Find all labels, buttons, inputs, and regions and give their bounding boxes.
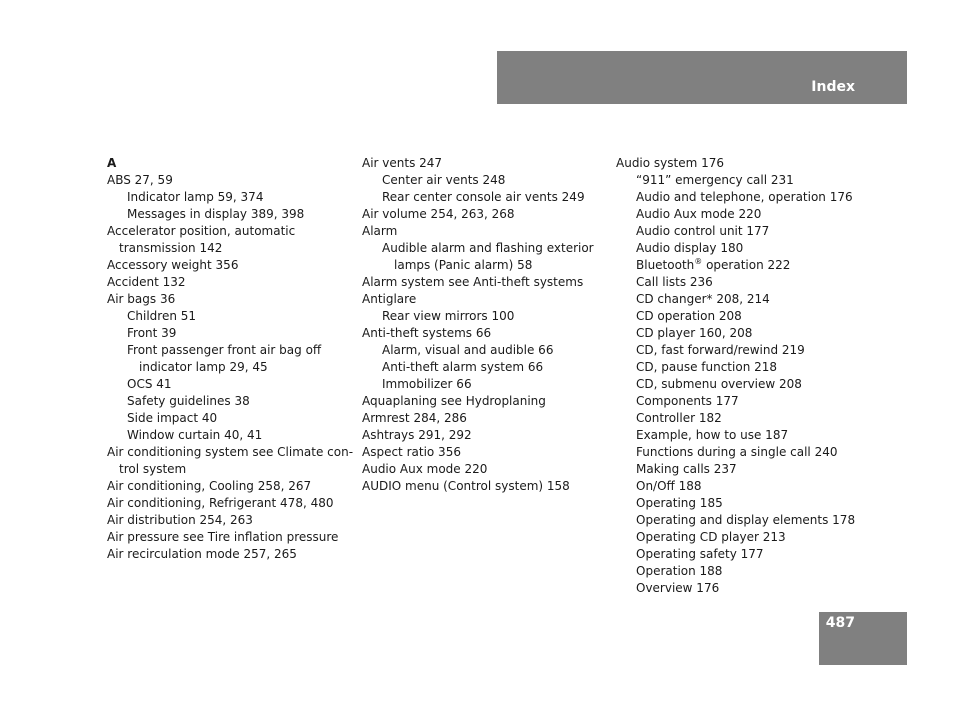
index-entry: Alarm, visual and audible 66 bbox=[382, 343, 554, 357]
index-entry: Air bags 36 bbox=[107, 292, 176, 306]
index-entry: On/Off 188 bbox=[636, 479, 702, 493]
index-entry: Example, how to use 187 bbox=[636, 428, 789, 442]
index-entry: Bluetooth® operation 222 bbox=[636, 257, 791, 272]
index-entry: Alarm bbox=[362, 224, 398, 238]
index-entry: Indicator lamp 59, 374 bbox=[127, 190, 264, 204]
index-entry: OCS 41 bbox=[127, 377, 172, 391]
index-entry: Children 51 bbox=[127, 309, 197, 323]
index-entry: Call lists 236 bbox=[636, 275, 713, 289]
index-entry: Audible alarm and flashing exterior bbox=[382, 241, 594, 255]
index-entry: CD, fast forward/rewind 219 bbox=[636, 343, 805, 357]
index-entry: Accelerator position, automatic bbox=[107, 224, 296, 238]
index-entry: Air pressure see Tire inflation pressure bbox=[107, 530, 339, 544]
index-entry: Audio Aux mode 220 bbox=[362, 462, 488, 476]
index-entry: Making calls 237 bbox=[636, 462, 737, 476]
index-column-3 bbox=[616, 155, 886, 597]
index-entry: Air volume 254, 263, 268 bbox=[362, 207, 515, 221]
index-entry: Front 39 bbox=[127, 326, 177, 340]
index-entry: ABS 27, 59 bbox=[107, 173, 173, 187]
index-entry: lamps (Panic alarm) 58 bbox=[394, 258, 533, 272]
index-entry: Accessory weight 356 bbox=[107, 258, 239, 272]
page-number-box bbox=[819, 612, 907, 665]
index-entry: CD, submenu overview 208 bbox=[636, 377, 802, 391]
index-entry: Aspect ratio 356 bbox=[362, 445, 461, 459]
index-entry: Controller 182 bbox=[636, 411, 722, 425]
index-entry: Front passenger front air bag off bbox=[127, 343, 322, 357]
index-entry: Overview 176 bbox=[636, 581, 720, 595]
index-entry: Audio display 180 bbox=[636, 241, 744, 255]
index-entry: CD player 160, 208 bbox=[636, 326, 753, 340]
index-entry: “911” emergency call 231 bbox=[636, 173, 794, 187]
page-number: 487 bbox=[825, 615, 855, 631]
index-entry: CD changer* 208, 214 bbox=[636, 292, 770, 306]
index-entry: Antiglare bbox=[362, 292, 417, 306]
index-entry: Side impact 40 bbox=[127, 411, 218, 425]
page-title: Index bbox=[811, 79, 855, 95]
index-entry: Messages in display 389, 398 bbox=[127, 207, 305, 221]
index-entry: CD operation 208 bbox=[636, 309, 742, 323]
index-entry: Alarm system see Anti-theft systems bbox=[362, 275, 584, 289]
index-entry: Immobilizer 66 bbox=[382, 377, 472, 391]
index-entry: indicator lamp 29, 45 bbox=[139, 360, 268, 374]
index-entry: Ashtrays 291, 292 bbox=[362, 428, 472, 442]
index-entry: Audio system 176 bbox=[616, 156, 725, 170]
index-entry: Center air vents 248 bbox=[382, 173, 506, 187]
index-entry: Rear view mirrors 100 bbox=[382, 309, 515, 323]
index-entry: Aquaplaning see Hydroplaning bbox=[362, 394, 546, 408]
index-column-1 bbox=[107, 155, 352, 563]
index-entry: Air conditioning, Cooling 258, 267 bbox=[107, 479, 312, 493]
index-entry: Air conditioning, Refrigerant 478, 480 bbox=[107, 496, 334, 510]
index-entry: Operation 188 bbox=[636, 564, 723, 578]
index-entry: Air conditioning system see Climate con- bbox=[107, 445, 354, 459]
index-entry: Armrest 284, 286 bbox=[362, 411, 467, 425]
index-entry: Safety guidelines 38 bbox=[127, 394, 250, 408]
index-entry: Audio and telephone, operation 176 bbox=[636, 190, 853, 204]
index-entry: Accident 132 bbox=[107, 275, 186, 289]
header-bar bbox=[497, 51, 907, 104]
index-entry: Window curtain 40, 41 bbox=[127, 428, 263, 442]
index-entry: Operating 185 bbox=[636, 496, 723, 510]
index-entry: Audio control unit 177 bbox=[636, 224, 770, 238]
index-entry: Anti-theft alarm system 66 bbox=[382, 360, 544, 374]
index-letter-heading: A bbox=[107, 156, 117, 170]
index-entry: Audio Aux mode 220 bbox=[636, 207, 762, 221]
index-entry: Functions during a single call 240 bbox=[636, 445, 838, 459]
index-entry: Air vents 247 bbox=[362, 156, 443, 170]
index-entry: Anti-theft systems 66 bbox=[362, 326, 492, 340]
index-entry: Operating and display elements 178 bbox=[636, 513, 856, 527]
index-entry: Operating safety 177 bbox=[636, 547, 764, 561]
index-entry: transmission 142 bbox=[119, 241, 223, 255]
index-entry: Operating CD player 213 bbox=[636, 530, 786, 544]
index-entry: AUDIO menu (Control system) 158 bbox=[362, 479, 570, 493]
index-entry: Components 177 bbox=[636, 394, 739, 408]
index-entry: Air recirculation mode 257, 265 bbox=[107, 547, 297, 561]
index-entry: Air distribution 254, 263 bbox=[107, 513, 253, 527]
index-entry: Rear center console air vents 249 bbox=[382, 190, 585, 204]
index-entry: trol system bbox=[119, 462, 187, 476]
index-column-2 bbox=[362, 155, 607, 495]
index-entry: CD, pause function 218 bbox=[636, 360, 778, 374]
